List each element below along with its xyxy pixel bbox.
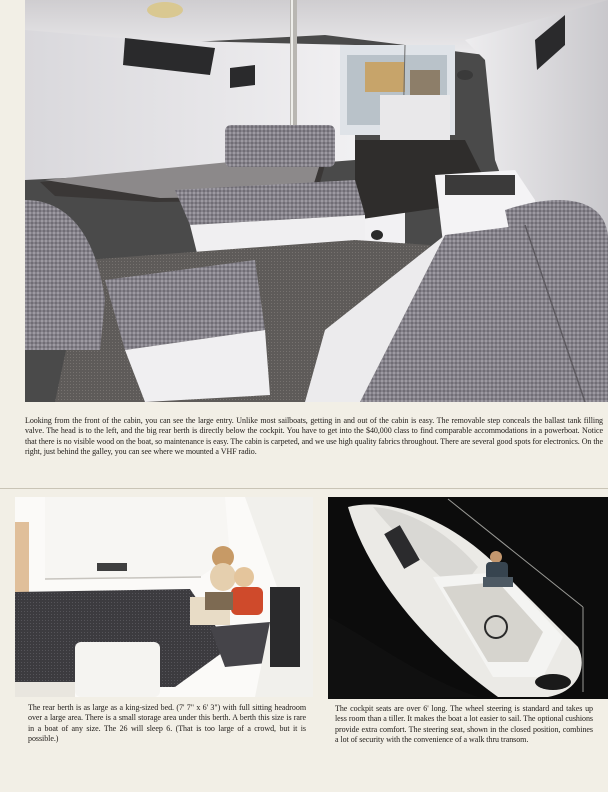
- rear-berth-illustration: [15, 497, 313, 697]
- cockpit-overhead-photo: [328, 497, 608, 699]
- cabin-photo-caption: Looking from the front of the cabin, you can see the large entry. Unlike most sailboats, getting in and out of the cabin is easy. The removable step conceals the ballast tank filling valve. The head is to the left, and the big rear berth is directly below the cockpit. You have to get into the $40,000 class to find comparable accommodations in a powerboat. Notice that there is no visible wood on the boat, so maintenance is easy. The cabin is carpeted, and we use high quality fabrics throughout. There are several good spots for electronics. On the right, just behind the galley, you can see where we mounted a VHF radio.: [25, 416, 603, 456]
- cabin-interior-photo: [25, 0, 608, 402]
- cabin-interior-illustration: [25, 0, 608, 402]
- section-divider: [0, 488, 608, 489]
- cockpit-overhead-illustration: [328, 497, 608, 699]
- rear-berth-photo: [15, 497, 313, 697]
- rear-berth-caption: The rear berth is as large as a king-sized bed. (7' 7" x 6' 3") with full sitting headroom over a large area. There is a small storage area under this berth. A berth this size is rare in a boat of any size. The 26 will sleep 6. (That is too large of a crowd, but it is possible.): [28, 703, 306, 743]
- cockpit-caption: The cockpit seats are over 6' long. The wheel steering is standard and takes up less room than a tiller. It makes the boat a lot easier to sail. The optional cushions provide extra comfort. The steering seat, shown in the closed position, combines a lot of security with the convenience of a walk thru transom.: [335, 704, 593, 744]
